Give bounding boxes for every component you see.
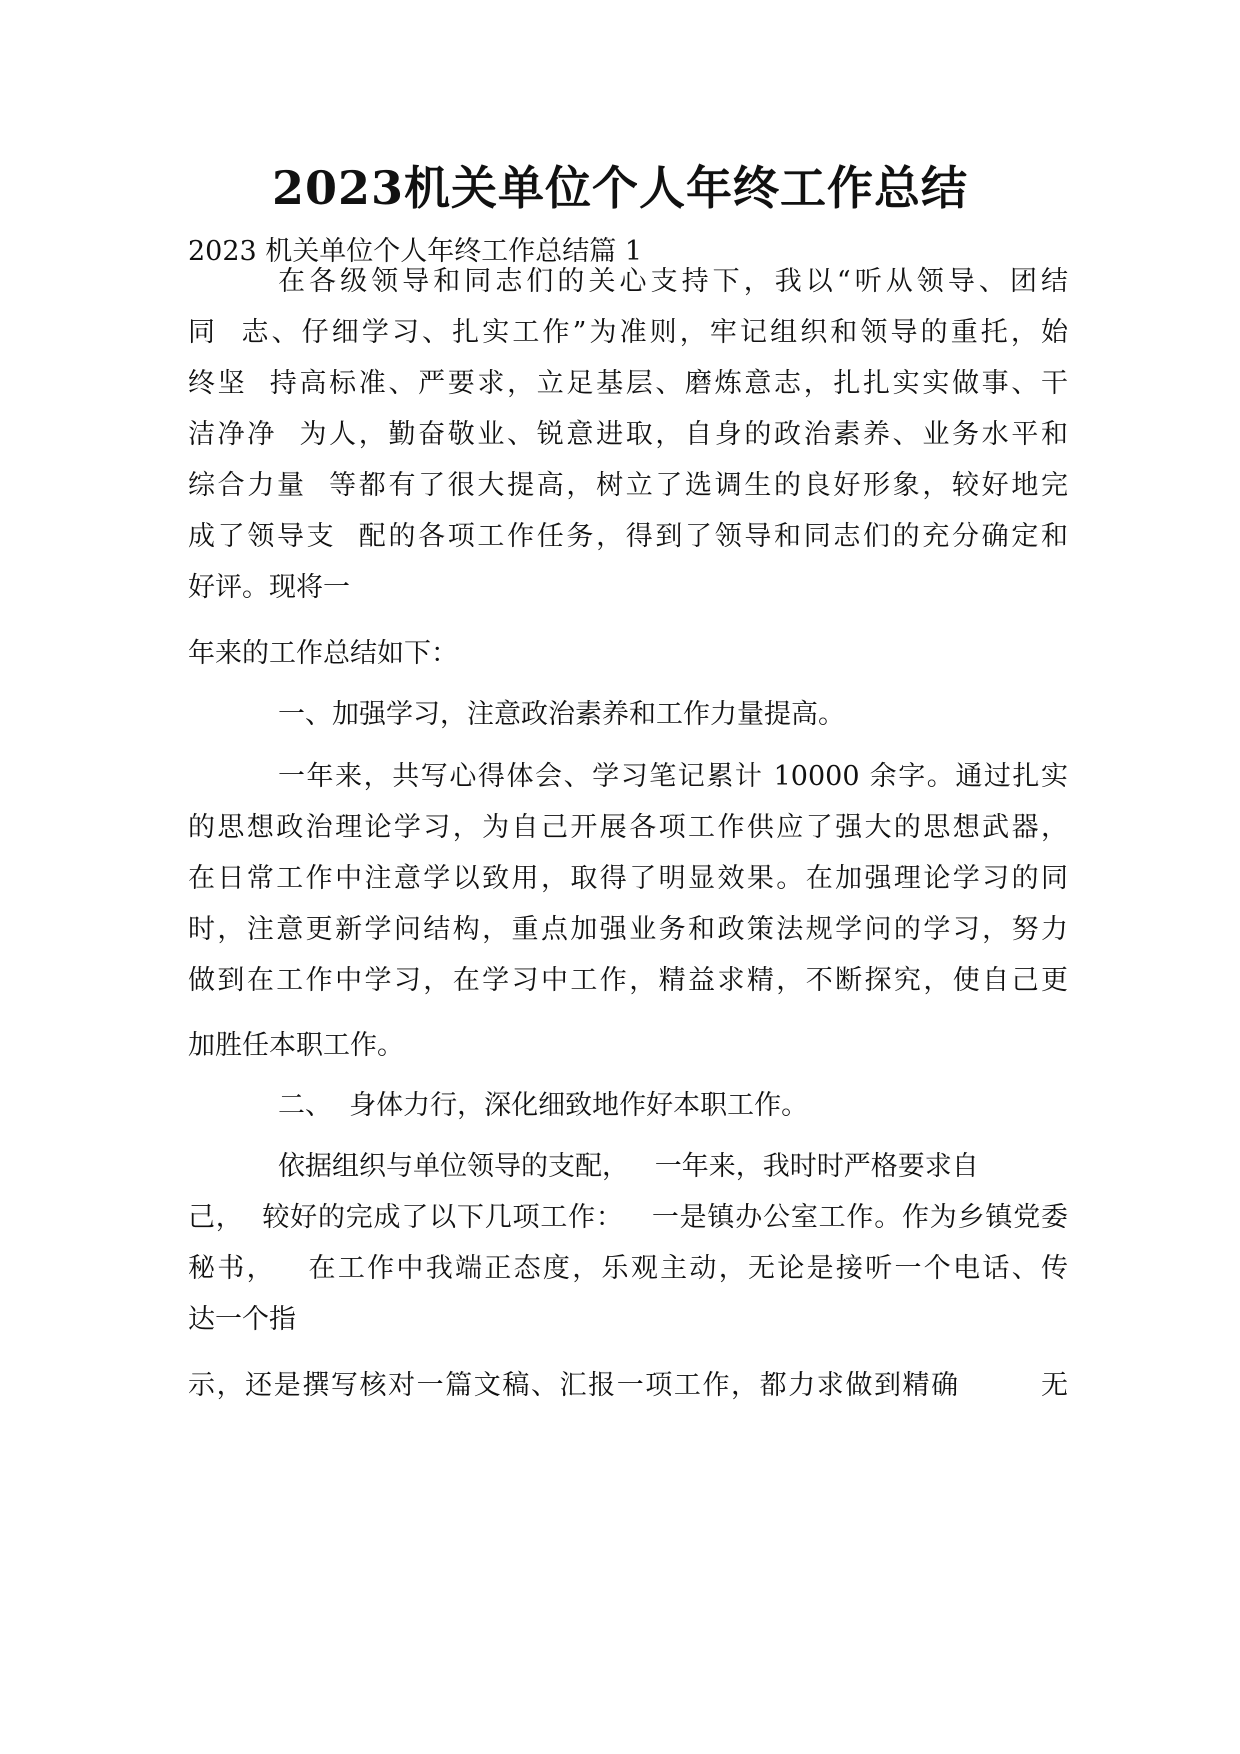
paragraph-line: 成了领导支 配的各项工作任务，得到了领导和同志们的充分确定和 bbox=[188, 521, 1068, 552]
paragraph-line: 终坚 持高标准、严要求，立足基层、磨炼意志，扎扎实实做事、干 bbox=[188, 368, 1068, 399]
paragraph-line: 的思想政治理论学习，为自己开展各项工作供应了强大的思想武器， bbox=[188, 812, 1068, 843]
paragraph-line: 己， 较好的完成了以下几项工作： 一是镇办公室工作。作为乡镇党委 bbox=[188, 1202, 1068, 1233]
paragraph-line: 同 志、仔细学习、扎实工作”为准则，牢记组织和领导的重托，始 bbox=[188, 317, 1068, 348]
paragraph-line: 达一个指 bbox=[188, 1304, 296, 1335]
paragraph-line: 综合力量 等都有了很大提高，树立了选调生的良好形象，较好地完 bbox=[188, 470, 1068, 501]
paragraph-line: 洁净净 为人，勤奋敬业、锐意进取，自身的政治素养、业务水平和 bbox=[188, 419, 1068, 450]
document-subtitle: 2023 机关单位个人年终工作总结篇 1 bbox=[188, 236, 643, 267]
document-title: 2023机关单位个人年终工作总结 bbox=[271, 161, 969, 215]
paragraph-line: 在日常工作中注意学以致用，取得了明显效果。在加强理论学习的同 bbox=[188, 863, 1068, 894]
paragraph-line: 秘书， 在工作中我端正态度，乐观主动，无论是接听一个电话、传 bbox=[188, 1253, 1068, 1284]
paragraph-line: 一年来，共写心得体会、学习笔记累计 10000 余字。通过扎实 bbox=[278, 761, 1068, 792]
paragraph-line: 好评。现将一 bbox=[188, 572, 350, 603]
paragraph-line: 加胜任本职工作。 bbox=[188, 1030, 404, 1061]
paragraph-line: 在各级领导和同志们的关心支持下，我以“听从领导、团结 bbox=[278, 266, 1068, 297]
paragraph-line: 依据组织与单位领导的支配， 一年来，我时时严格要求自 bbox=[278, 1151, 979, 1182]
paragraph-line: 示，还是撰写核对一篇文稿、汇报一项工作，都力求做到精确 无 bbox=[188, 1370, 1068, 1401]
paragraph-line: 年来的工作总结如下： bbox=[188, 638, 458, 669]
section-heading-1: 一、加强学习，注意政治素养和工作力量提高。 bbox=[278, 699, 845, 730]
section-heading-2: 二、 身体力行，深化细致地作好本职工作。 bbox=[278, 1090, 809, 1121]
paragraph-line: 做到在工作中学习，在学习中工作，精益求精，不断探究，使自己更 bbox=[188, 965, 1068, 996]
paragraph-line: 时，注意更新学问结构，重点加强业务和政策法规学问的学习，努力 bbox=[188, 914, 1068, 945]
